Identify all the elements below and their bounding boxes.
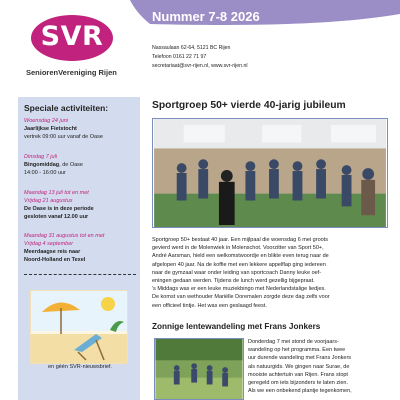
contact-block bbox=[152, 44, 248, 71]
event-reis-texel bbox=[24, 232, 136, 264]
event-date: Woensdag 24 juni bbox=[24, 118, 69, 124]
contact-address: Nassaulaan 62-64, 5121 BC Rijen bbox=[152, 45, 231, 51]
event-location: , de Oase bbox=[59, 162, 83, 168]
sidebar-heading: Speciale activiteiten: bbox=[24, 103, 109, 113]
body-line: De komst van wethouder Mariëlle Doremalen zorgde deze dag zelfs voor bbox=[152, 294, 330, 301]
svr-logo bbox=[26, 14, 150, 84]
event-bingo bbox=[24, 153, 136, 177]
event-title: Meerdaagse reis naar bbox=[24, 249, 81, 255]
event-oase-closed bbox=[24, 189, 136, 221]
event-title: De Oase is in deze periode bbox=[24, 206, 94, 212]
body-line: André Aarsman, hield een welkomstwoordje en blikte even terug naar de bbox=[152, 253, 329, 260]
event-title: Jaarlijkse Fietstocht bbox=[24, 126, 77, 132]
body-line: afgelopen 40 jaar. Na de koffie met een lekkere appelflap ging iedereen bbox=[152, 261, 326, 268]
contact-email-web: secretariaat@svr-rijen.nl, www.svr-rijen.nl bbox=[152, 63, 248, 69]
article-title: Zonnige lentewandeling met Frans Jonkers bbox=[152, 322, 321, 331]
body-line: als natuurgids. We gingen naar Surae, de bbox=[248, 363, 350, 370]
event-fietstocht bbox=[24, 117, 136, 141]
event-title-line2: gesloten vanaf 12.00 uur bbox=[24, 214, 89, 220]
event-date: Dinsdag 7 juli bbox=[24, 154, 58, 160]
event-detail: vertrek 09:00 uur vanaf de Oase bbox=[24, 134, 103, 140]
event-date-end: Vrijdag 4 september bbox=[24, 241, 74, 247]
body-line: eningen gedaan werden. Tijdens de lunch werd gezellig bijgepraat. bbox=[152, 278, 315, 285]
sidebar-divider bbox=[24, 274, 136, 275]
event-detail: 14:00 - 16:00 uur bbox=[24, 170, 66, 176]
body-line: mooiste achtertuin van Rijen. Frans stopt bbox=[248, 371, 348, 378]
walking-group-photo bbox=[154, 338, 244, 400]
body-line: wandeling op het programma. Een twee bbox=[248, 347, 346, 354]
logo-caption: SeniorenVereniging Rijen bbox=[26, 68, 117, 77]
body-line: gevierd werd in de Molenwiek in Molenschot. Voorzitter van Sport 50+, bbox=[152, 245, 324, 252]
body-line: uur durende wandeling met Frans Jonkers bbox=[248, 355, 352, 362]
body-line: 's Middags was er een leuke muziekbingo met Nederlandstalige liedjes. bbox=[152, 286, 326, 293]
issue-title: Nummer 7-8 2026 bbox=[152, 9, 260, 24]
note-line: en géén SVR-nieuwsbrief. bbox=[48, 364, 112, 370]
sun-icon bbox=[101, 297, 115, 311]
event-date-end: Vrijdag 21 augustus bbox=[24, 198, 73, 204]
body-line: Donderdag 7 mei stond de voorjaars- bbox=[248, 339, 339, 345]
event-date: Maandag 13 juli tot en met bbox=[24, 190, 89, 196]
article-body bbox=[152, 236, 392, 310]
body-line: Sportgroep 50+ bestaat 40 jaar. Een mijlpaal die woensdag 6 mei groots bbox=[152, 237, 328, 243]
body-line: een officieel tintje. Het was een geslaagd feest. bbox=[152, 302, 267, 309]
event-title: Bingomiddag bbox=[24, 162, 60, 168]
beach-chair-illustration bbox=[30, 290, 128, 364]
gym-group-photo bbox=[152, 118, 388, 228]
article-body bbox=[248, 338, 392, 395]
article-title: Sportgroep 50+ vierde 40-jarig jubileum bbox=[152, 100, 346, 111]
body-line: geregeld om iets bijzonders te laten zien. bbox=[248, 380, 348, 387]
body-line: Als we een onbekend plantje tegenkomen, bbox=[248, 388, 352, 395]
body-line: naar de gymzaal waar onder leiding van sportcoach Danny leuke oef- bbox=[152, 269, 322, 276]
logo-text: SVR bbox=[40, 21, 104, 52]
contact-phone: Telefoon 0161 22 71 97 bbox=[152, 54, 207, 60]
event-title-line2: Noord-Holland en Texel bbox=[24, 257, 86, 263]
event-date: Maandag 31 augustus tot en met bbox=[24, 233, 105, 239]
